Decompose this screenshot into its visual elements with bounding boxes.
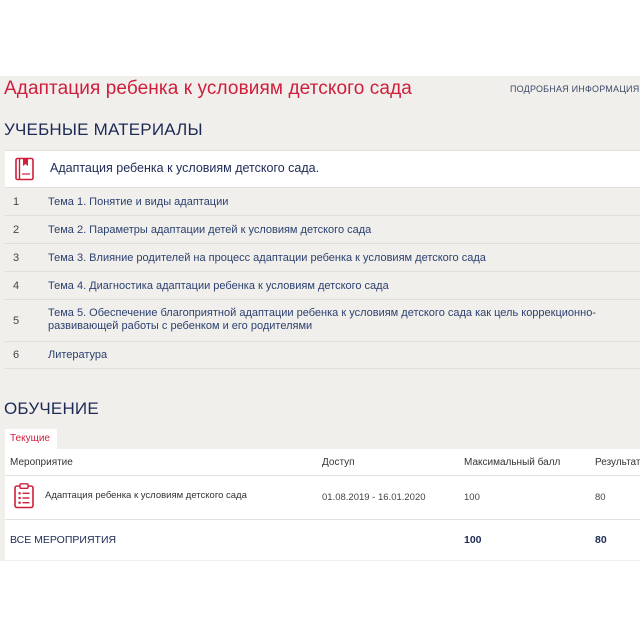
material-row[interactable]: [5, 188, 640, 216]
column-header-event: Мероприятие: [10, 457, 73, 468]
material-number: 4: [13, 280, 20, 292]
material-link[interactable]: Тема 5. Обеспечение благоприятной адаптации ребенка к условиям детского сада как цель коррекционно-развивающей работы с ребенком и его родителями: [48, 307, 596, 332]
column-header-result: Результат: [595, 457, 640, 468]
course-title: Адаптация ребенка к условиям детского сада: [4, 78, 412, 99]
material-row[interactable]: [5, 272, 640, 300]
material-link[interactable]: Тема 1. Понятие и виды адаптации: [48, 196, 229, 208]
material-number: 3: [13, 252, 20, 264]
clipboard-list-icon: [13, 483, 35, 509]
learning-heading: ОБУЧЕНИЕ: [4, 399, 99, 418]
materials-course-label: Адаптация ребенка к условиям детского сада.: [50, 161, 320, 175]
materials-list: [5, 150, 640, 369]
material-link[interactable]: Тема 3. Влияние родителей на процесс адаптации ребенка к условиям детского сада: [48, 252, 486, 264]
event-max-score: 100: [464, 492, 480, 503]
column-header-max-score: Максимальный балл: [464, 457, 561, 468]
learning-table: [5, 449, 640, 560]
material-number: 2: [13, 224, 20, 236]
total-result: 80: [595, 534, 607, 546]
material-row[interactable]: [5, 244, 640, 272]
event-link[interactable]: Адаптация ребенка к условиям детского сада: [45, 490, 247, 501]
material-link[interactable]: Тема 2. Параметры адаптации детей к условиям детского сада: [48, 224, 372, 236]
column-header-access: Доступ: [322, 457, 355, 468]
material-number: 1: [13, 196, 20, 208]
event-result: 80: [595, 492, 606, 503]
more-info-link[interactable]: ПОДРОБНАЯ ИНФОРМАЦИЯ: [510, 84, 640, 94]
material-number: 6: [13, 349, 20, 361]
total-max-score: 100: [464, 534, 482, 546]
material-row[interactable]: [5, 216, 640, 244]
material-link[interactable]: Литература: [48, 349, 108, 361]
material-link[interactable]: Тема 4. Диагностика адаптации ребенка к условиям детского сада: [48, 280, 389, 292]
material-row[interactable]: [5, 342, 640, 369]
material-number: 5: [13, 315, 20, 327]
book-icon: [14, 157, 36, 181]
event-access: 01.08.2019 - 16.01.2020: [322, 492, 426, 503]
material-row[interactable]: [5, 300, 640, 342]
materials-heading: УЧЕБНЫЕ МАТЕРИАЛЫ: [4, 120, 203, 139]
total-label: ВСЕ МЕРОПРИЯТИЯ: [10, 534, 117, 546]
divider: [5, 519, 640, 520]
materials-course-header[interactable]: [5, 151, 640, 188]
tab-current[interactable]: Текущие: [5, 429, 57, 449]
divider: [5, 475, 640, 476]
